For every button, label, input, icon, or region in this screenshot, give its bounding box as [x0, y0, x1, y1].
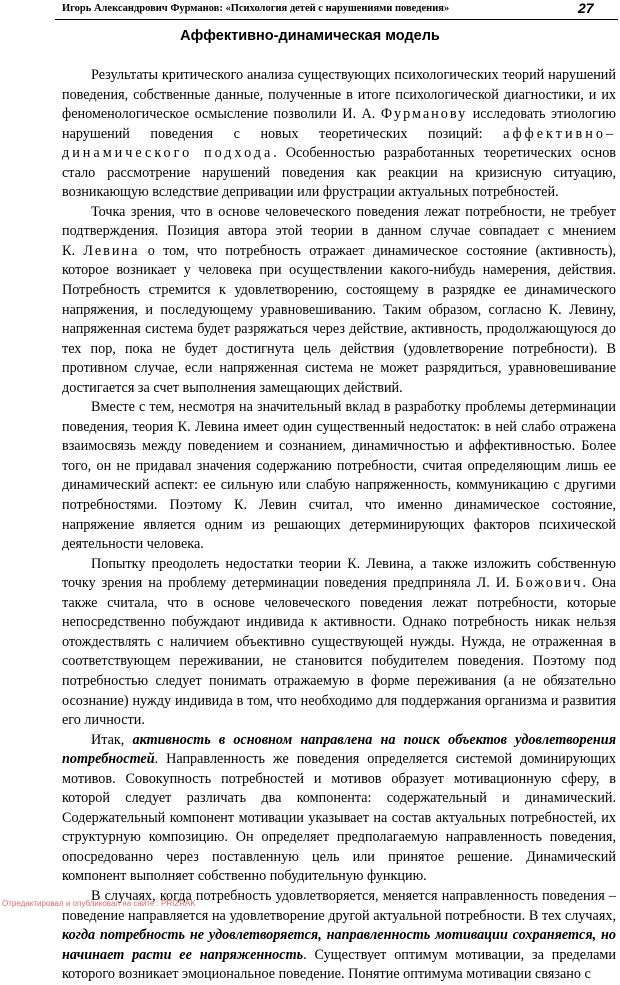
p1-text-c: . Особенностью разработанных теоретических основ стало рассмотрение нарушений поведения как реакции на кризисную ситуацию, возникающую вследствие депривации или фрустрации актуальных потребностей.: [62, 145, 616, 201]
paragraph-2: [62, 203, 616, 398]
p2-text-b: о том, что потребность отражает динамическое состояние (активность), которое возникает у человека при осуществлении какого-нибудь намерения, действия. Потребность стремится к удовлетворению, состоящему в разрядке ее динамического напряжения, и последующему уравновешиванию. Таким образом, согласно К. Левину, напряженная система будет разряжаться через действие, активность, продолжающуюся до тех пор, пока не будет достигнута цель действия (удовлетворение потребности). В противном случае, если напряженная система не может разрядиться, уравновешивание достигается за счет выполнения замещающих действий.: [62, 242, 617, 396]
p1-text-b: исследовать этиологию нарушений поведения с новых теоретических позиций:: [62, 106, 617, 142]
author-name-furmanov: Фурманову: [380, 106, 468, 123]
p6-text-a: В случаях, когда потребность удовлетворяется, меняется направленность поведения – поведение направляется на удовлетворение другой актуальной потребности. В тех случаях,: [62, 887, 616, 924]
p6-emphasis: когда потребность не удовлетворяется, направленность мотивации сохраняется, но начинает расти ее напряженность: [62, 927, 616, 963]
p1-text-a: Результаты критического анализа существующих психологических теорий нарушений поведения, собственные данные, полученные в итоге психологической диагностики, и их феноменологическое осмысление позволили И. А.: [62, 67, 616, 123]
p6-text-b: . Существует оптимум мотивации, за пределами которого возникает эмоциональное поведение. Понятие оптимума мотивации связано с: [62, 946, 616, 983]
author-name-levin: Левина: [83, 242, 140, 259]
page-number: 27: [578, 0, 594, 16]
section-title: Аффективно-динамическая модель: [180, 28, 440, 44]
paragraph-3: Вместе с тем, несмотря на значительный вклад в разработку проблемы детерминации поведения, теория К. Левина имеет один существенный недостаток: в ней слабо отражена взаимосвязь между поведением и сознанием, динамичностью и аффективностью. Более того, он не придавал значения содержанию потребности, считая определяющим лишь ее динамический аспект: ее сильную или слабую напряженность, коммуникацию с другими потребностями. Поэтому К. Левин считал, что именно динамическое состояние, напряжение является одним из решающих детерминирующих факторов психической деятельности человека.: [62, 399, 616, 553]
paragraph-5: [62, 731, 616, 887]
footer-watermark: Отредактировал и опубликовал на сайте : PRIZRAK: [2, 899, 196, 908]
p4-text-b: . Она также считала, что в основе человеческого поведения лежат потребности, которые непосредственно побуждают индивида к активности. Однако потребность никак нельзя отождествлять с наличием объективно существующей нужды. Нужда, не отраженная в соответствующем переживании, не становится побудителем поведения. Поэтому под потребностью следует понимать отражаемую в форме переживания (а не обязательно осознание) нужду индивида в том, что необходимо для поддержания организма и развития его личности.: [62, 575, 616, 729]
running-title: Игорь Александрович Фурманов: «Психология детей с нарушениями поведения»: [62, 3, 450, 14]
header-rule: [55, 19, 618, 20]
paragraph-1: [62, 66, 616, 203]
page-header: [0, 0, 620, 20]
author-name-bozhovich: Божович: [515, 575, 583, 592]
p5-text-a: Итак,: [91, 731, 125, 748]
p4-text-a: Попытку преодолеть недостатки теории К. Левина, а также изложить собственную точку зрения на проблему детерминации поведения предприняла Л. И.: [62, 555, 616, 592]
body-text: [62, 66, 616, 985]
p5-emphasis: активность в основном направлена на поиск объектов удовлетворения потребностей: [62, 731, 616, 768]
p5-text-b: . Направленность же поведения определяется системой доминирующих мотивов. Совокупность потребностей и мотивов образует мотивационную сферу, в которой следует различать два компонента: содержательный и динамический. Содержательный компонент мотивации указывает на состав актуальных потребностей, их структурную композицию. Он определяет предполагаемую направленность поведения, опосредованно через поставленную цель или принятое решение. Динамический компонент выполняет собственно побудительную функцию.: [62, 751, 616, 885]
approach-term: аффективно–динамического подхода: [62, 125, 617, 162]
p2-text-a: Точка зрения, что в основе человеческого поведения лежат потребности, не требует подтверждения. Позиция автора этой теории в данном случае совпадает с мнением К.: [62, 203, 616, 259]
paragraph-4: [62, 555, 616, 731]
